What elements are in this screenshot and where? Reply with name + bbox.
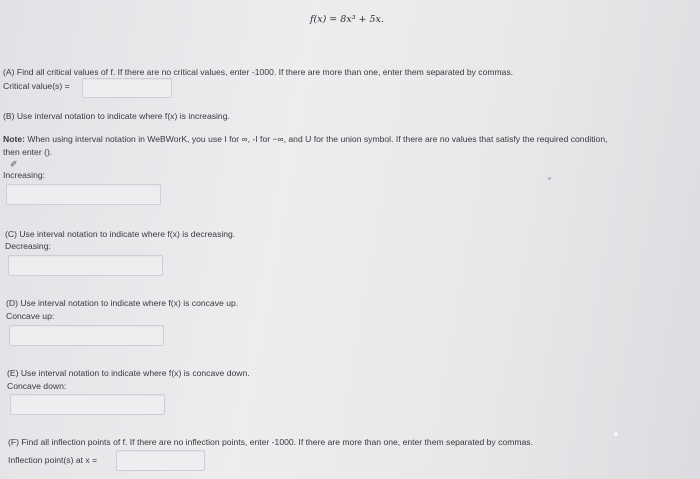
concave-down-input[interactable] — [11, 395, 164, 414]
part-a-prompt: (A) Find all critical values of f. If there are no critical values, enter -1000. If there are more than one, enter them separated by commas. — [3, 67, 514, 77]
decreasing-field[interactable] — [8, 255, 163, 276]
part-c-prompt: (C) Use interval notation to indicate where f(x) is decreasing. — [5, 229, 236, 239]
note-text: When using interval notation in WeBWorK, you use I for ∞, -I for −∞, and U for the union symbol. If there are no values that satisfy the required condition, — [27, 134, 608, 144]
concave-down-field[interactable] — [10, 394, 165, 415]
part-d-prompt: (D) Use interval notation to indicate where f(x) is concave up. — [6, 298, 239, 308]
concave-down-label: Concave down: — [7, 381, 67, 391]
part-e-prompt: (E) Use interval notation to indicate where f(x) is concave down. — [7, 368, 250, 378]
notation-note — [3, 134, 608, 144]
increasing-field[interactable] — [6, 184, 161, 205]
part-f-prompt: (F) Find all inflection points of f. If there are no inflection points, enter -1000. If there are more than one, enter them separated by commas. — [8, 437, 533, 447]
note-label: Note: — [3, 134, 25, 144]
concave-up-field[interactable] — [9, 325, 164, 346]
decreasing-label: Decreasing: — [5, 241, 51, 251]
critical-values-field[interactable] — [82, 78, 172, 98]
increasing-label: Increasing: — [3, 170, 46, 180]
critical-values-label: Critical value(s) = — [3, 81, 70, 91]
increasing-input[interactable] — [7, 185, 160, 204]
note-text-continued: then enter (). — [3, 147, 53, 157]
pen-mark-icon: ✐ — [10, 159, 18, 169]
speck — [548, 177, 551, 180]
inflection-points-input[interactable] — [117, 451, 204, 470]
concave-up-label: Concave up: — [6, 311, 55, 321]
decreasing-input[interactable] — [9, 256, 162, 275]
critical-values-input[interactable] — [83, 79, 171, 97]
speck — [614, 432, 618, 436]
inflection-points-label: Inflection point(s) at x = — [8, 455, 98, 465]
inflection-points-field[interactable] — [116, 450, 205, 471]
concave-up-input[interactable] — [10, 326, 163, 345]
function-formula: f(x) = 8x³ + 5x. — [310, 14, 384, 25]
part-b-prompt: (B) Use interval notation to indicate where f(x) is increasing. — [3, 111, 230, 121]
